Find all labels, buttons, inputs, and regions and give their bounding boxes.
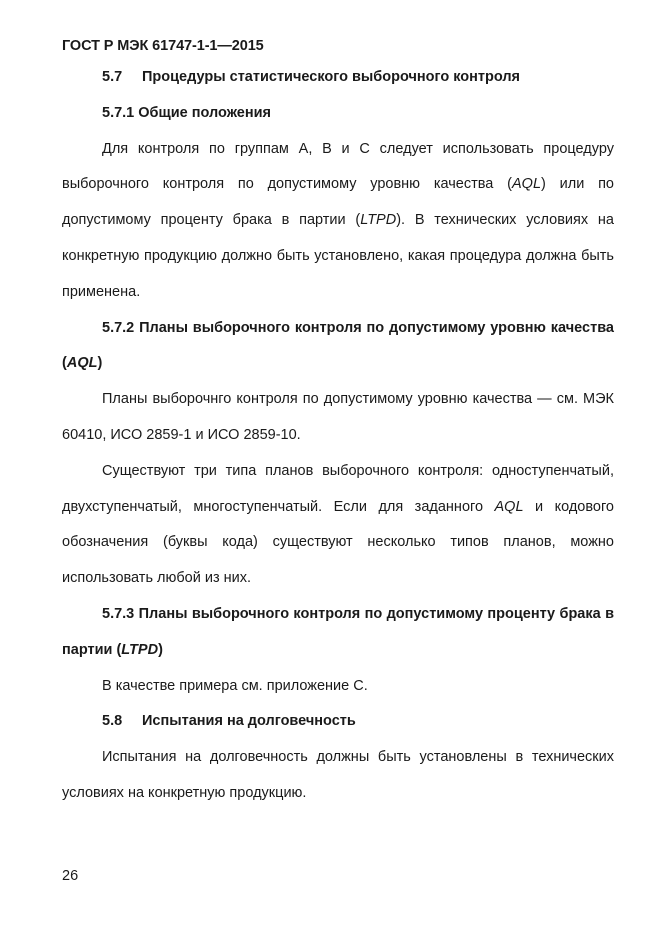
- abbr-aql: AQL: [512, 176, 542, 193]
- section-5-7-heading: [62, 60, 614, 96]
- section-5-7-3-heading: [62, 597, 614, 669]
- heading-run: 5.7.3 Планы выборочного контроля по допустимому проценту брака в партии (: [62, 605, 614, 658]
- section-5-7-1-heading: 5.7.1 Общие положения: [102, 104, 271, 121]
- section-5-8-paragraph: Испытания на долговечность должны быть установлены в технических условиях на конкретную продукцию.: [62, 749, 614, 801]
- section-5-7-2-paragraph-2: [62, 454, 614, 597]
- section-5-8-number: 5.8: [102, 713, 123, 730]
- section-5-8-heading: [62, 704, 614, 740]
- heading-run: 5.7.2 Планы выборочного контроля по допустимому уровню качества (: [62, 319, 614, 372]
- section-5-7-1-paragraph: [62, 132, 614, 311]
- page-content: [62, 60, 614, 812]
- text-run: ) или по допустимому проценту брака в партии (: [62, 176, 615, 229]
- abbr-ltpd: LTPD: [360, 212, 397, 229]
- section-5-8-title: Испытания на долговечность: [142, 713, 356, 730]
- section-5-7-2-heading: [62, 311, 614, 383]
- section-5-7-3-paragraph: В качестве примера см. приложение C.: [102, 677, 368, 694]
- text-run: и кодового обозначения (буквы кода) существуют несколько типов планов, можно использовать любой из них.: [62, 498, 614, 587]
- heading-run: ): [97, 355, 103, 372]
- page-number: 26: [62, 868, 79, 884]
- section-5-7-number: 5.7: [102, 69, 123, 85]
- section-5-7-title: Процедуры статистического выборочного контроля: [142, 69, 521, 85]
- section-5-7-2-paragraph-1: Планы выборочнго контроля по допустимому уровню качества — см. МЭК 60410, ИСО 2859-1 и ИСО 2859-10.: [62, 391, 614, 443]
- abbr-ltpd: LTPD: [121, 641, 159, 658]
- heading-run: ): [158, 641, 163, 658]
- text-run: Для контроля по группам A, B и C следует использовать процедуру выборочного контроля по допустимому уровню качества (: [62, 140, 614, 193]
- text-run: Существуют три типа планов выборочного контроля: одноступенчатый, двухступенчатый, многоступенчатый. Если для заданного: [62, 462, 614, 515]
- document-header: ГОСТ Р МЭК 61747-1-1—2015: [62, 38, 264, 54]
- text-run: ). В технических условиях на конкретную продукцию должно быть установлено, какая процедура должна быть применена.: [62, 212, 614, 300]
- abbr-aql: AQL: [494, 498, 524, 515]
- abbr-aql: AQL: [66, 355, 98, 372]
